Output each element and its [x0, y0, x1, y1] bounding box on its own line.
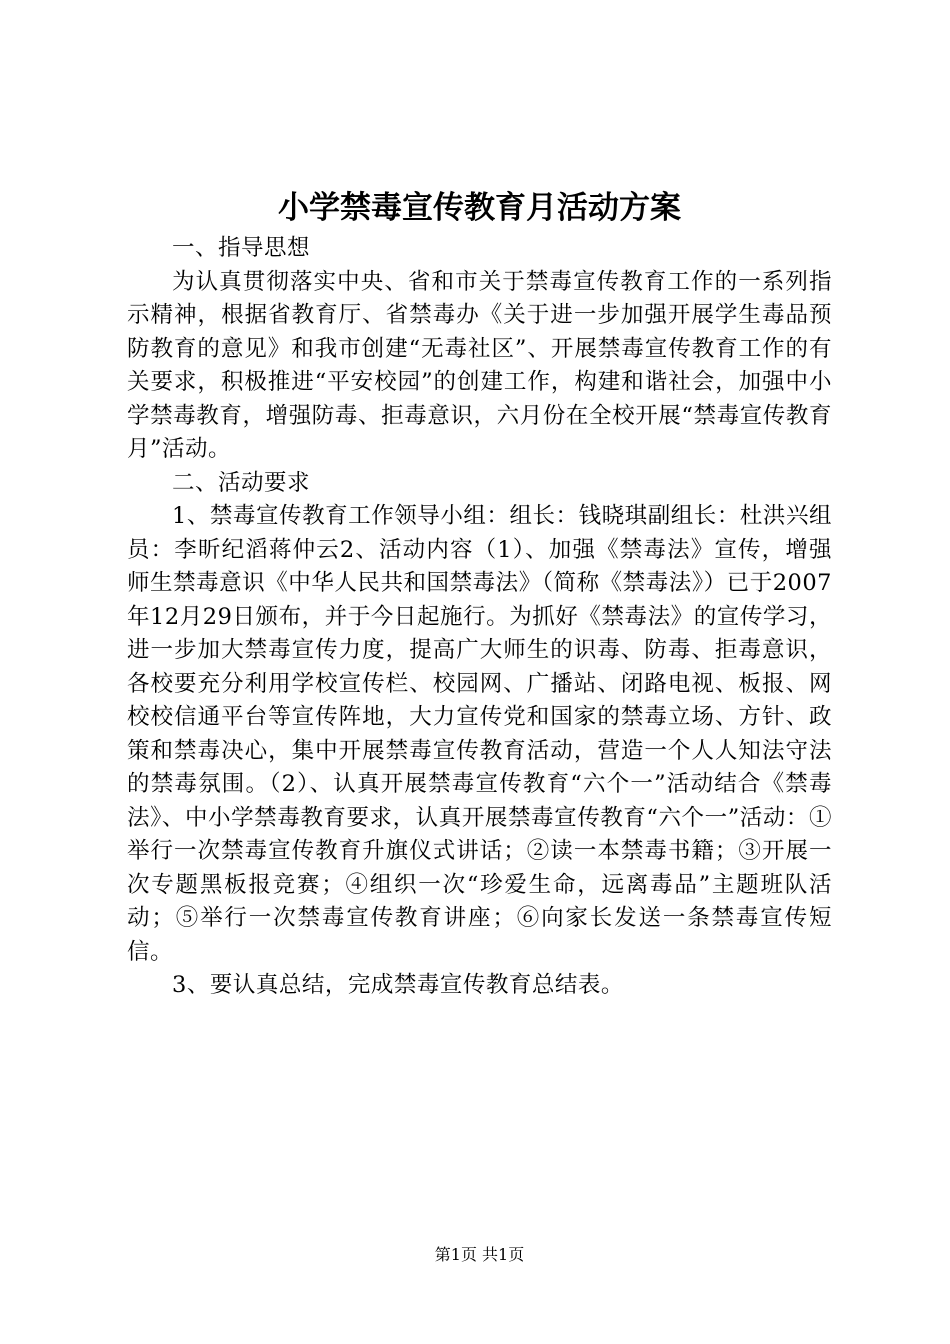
section-heading-activity-requirements: 二、活动要求	[172, 469, 311, 496]
page-footer: 第1页 共1页	[434, 1245, 525, 1264]
document-title: 小学禁毒宣传教育月活动方案	[278, 190, 681, 226]
paragraph-activity-content: 1、禁毒宣传教育工作领导小组：组长：钱晓琪副组长：杜洪兴组员：李昕纪滔蒋仲云2、活动内容（1）、加强《禁毒法》宣传，增强师生禁毒意识《中华人民共和国禁毒法》（简称《禁毒法》）已于2007年12月29日颁布，并于今日起施行。为抓好《禁毒法》的宣传学习，进一步加大禁毒宣传力度，提高广大师生的识毒、防毒、拒毒意识，各校要充分利用学校宣传栏、校园网、广播站、闭路电视、板报、网校校信通平台等宣传阵地，大力宣传党和国家的禁毒立场、方针、政策和禁毒决心，集中开展禁毒宣传教育活动，营造一个人人知法守法的禁毒氛围。（2）、认真开展禁毒宣传教育“六个一”活动结合《禁毒法》、中小学禁毒教育要求，认真开展禁毒宣传教育“六个一”活动：①举行一次禁毒宣传教育升旗仪式讲话；②读一本禁毒书籍；③开展一次专题黑板报竞赛；④组织一次“珍爱生命，远离毒品”主题班队活动；⑤举行一次禁毒宣传教育讲座；⑥向家长发送一条禁毒宣传短信。	[127, 503, 832, 965]
document-body	[127, 232, 832, 1003]
section-heading-guiding-ideology: 一、指导思想	[172, 235, 311, 261]
paragraph-summary: 3、要认真总结，完成禁毒宣传教育总结表。	[172, 972, 624, 998]
document-page	[127, 0, 832, 1344]
paragraph-guiding-ideology: 为认真贯彻落实中央、省和市关于禁毒宣传教育工作的一系列指示精神，根据省教育厅、省禁毒办《关于进一步加强开展学生毒品预防教育的意见》和我市创建“无毒社区”、开展禁毒宣传教育工作的有关要求，积极推进“平安校园”的创建工作，构建和谐社会，加强中小学禁毒教育，增强防毒、拒毒意识，六月份在全校开展“禁毒宣传教育月”活动。	[127, 268, 832, 462]
